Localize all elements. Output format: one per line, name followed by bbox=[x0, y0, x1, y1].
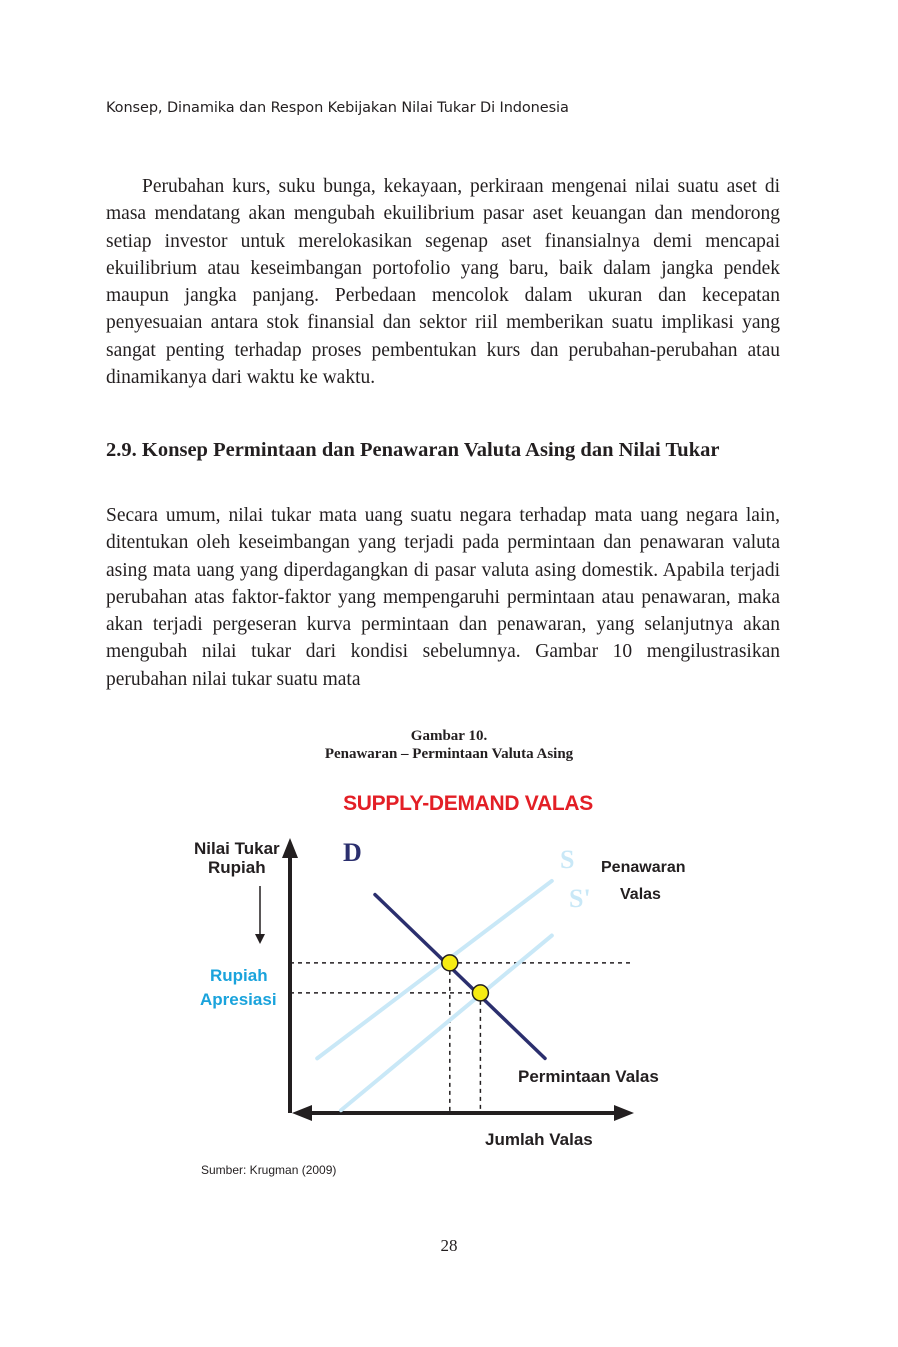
chart-title: SUPPLY-DEMAND VALAS bbox=[343, 792, 593, 815]
section-heading: 2.9. Konsep Permintaan dan Penawaran Valuta Asing dan Nilai Tukar bbox=[106, 439, 720, 461]
y-axis-label-line-1: Nilai Tukar bbox=[194, 839, 280, 858]
x-axis-left-arrow bbox=[292, 1105, 312, 1121]
paragraph-2: Secara umum, nilai tukar mata uang suatu negara terhadap mata uang negara lain, ditentukan oleh keseimbangan yang terjadi pada permintaan dan penawaran valuta asing mata uang yang diperdagangkan di pasar valuta asing domestik. Apabila terjadi perubahan atas faktor-faktor yang mempengaruhi permintaan atau penawaran, maka akan terjadi pergeseran kurva permintaan dan penawaran, yang selanjutnya akan mengubah nilai tukar dari kondisi sebelumnya. Gambar 10 mengilustrasikan perubahan nilai tukar suatu mata bbox=[106, 505, 780, 690]
demand-curve-label: D bbox=[343, 838, 362, 867]
figure-title: Penawaran – Permintaan Valuta Asing bbox=[324, 746, 574, 762]
paragraph-1: Perubahan kurs, suku bunga, kekayaan, perkiraan mengenai nilai suatu aset di masa mendatang akan mengubah ekuilibrium pasar aset keuangan dan mendorong setiap investor untuk merelokasikan segenap aset finansialnya demi mencapai ekuilibrium atau keseimbangan portofolio yang baru, baik dalam jangka pendek maupun jangka panjang. Perbedaan mencolok dalam ukuran dan kecepatan penyesuaian antara stok finansial dan sektor riil memberikan suatu implikasi yang sangat penting terhadap proses pembentukan kurs dan perubahan-perubahan atau dinamikanya dari waktu ke waktu. bbox=[106, 176, 780, 389]
supply-text-line-2: Valas bbox=[620, 886, 661, 903]
supply-curve-label: S bbox=[560, 845, 575, 874]
x-axis-label: Jumlah Valas bbox=[485, 1130, 593, 1149]
demand-text: Permintaan Valas bbox=[518, 1067, 659, 1086]
annotation-line-2: Apresiasi bbox=[200, 990, 277, 1009]
down-arrow-head bbox=[255, 934, 265, 944]
y-axis-label-line-2: Rupiah bbox=[208, 858, 266, 877]
demand-curve bbox=[375, 895, 545, 1059]
running-header: Konsep, Dinamika dan Respon Kebijakan Nilai Tukar Di Indonesia bbox=[106, 100, 569, 116]
annotation-line-1: Rupiah bbox=[210, 966, 268, 985]
figure-number: Gambar 10. bbox=[410, 728, 488, 744]
equilibrium-point-e0 bbox=[442, 955, 458, 971]
figure-source: Sumber: Krugman (2009) bbox=[201, 1163, 337, 1177]
x-axis-right-arrow bbox=[614, 1105, 634, 1121]
y-axis-arrow bbox=[282, 838, 298, 858]
page-number: 28 bbox=[440, 1236, 458, 1255]
equilibrium-point-e1 bbox=[472, 985, 488, 1001]
supply-text-line-1: Penawaran bbox=[601, 859, 686, 876]
supply-shifted-curve-label: S' bbox=[569, 884, 591, 913]
